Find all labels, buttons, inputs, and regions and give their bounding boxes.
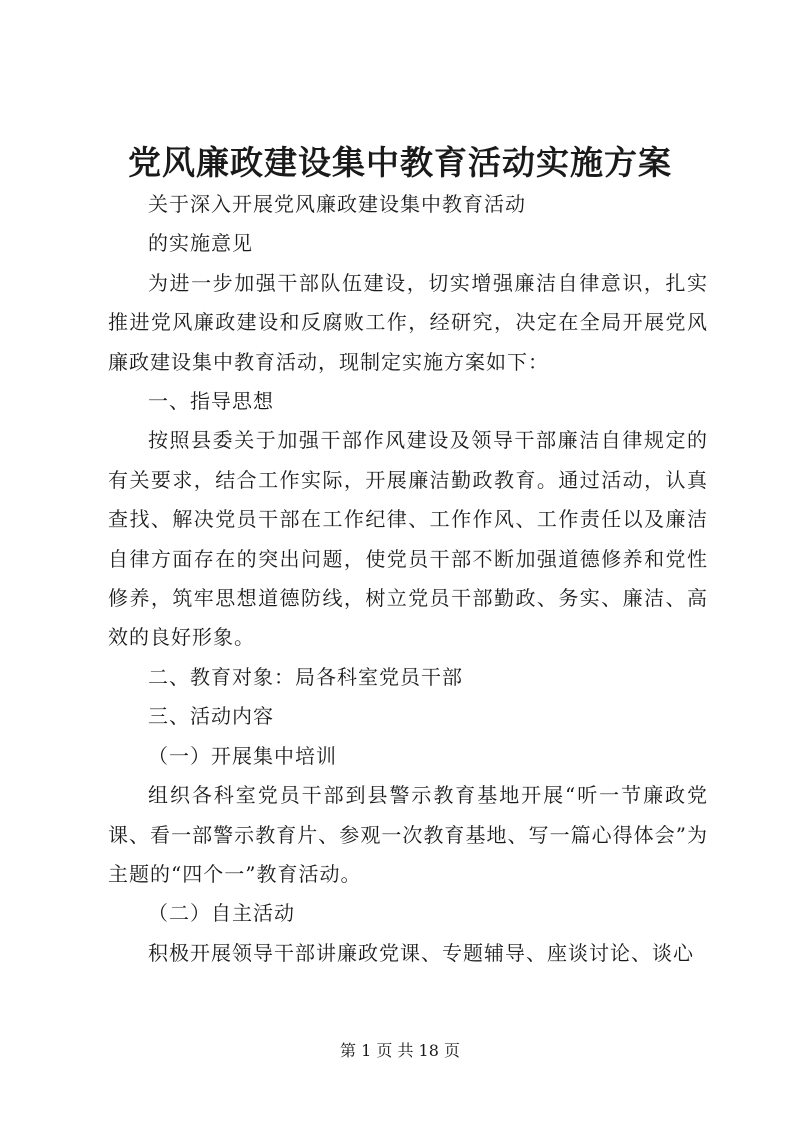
- document-title: 党风廉政建设集中教育活动实施方案: [128, 143, 672, 182]
- page-number-footer: 第 1 页 共 18 页: [340, 1041, 460, 1060]
- subsection-heading-training: （一）开展集中培训: [148, 743, 337, 768]
- paragraph-subtitle-line-2: 的实施意见: [148, 231, 253, 256]
- document-body: [108, 185, 708, 973]
- section-heading-activity-content: 三、活动内容: [148, 704, 274, 729]
- section-heading-guiding-thought: 一、指导思想: [148, 389, 274, 414]
- paragraph-self-activity: 积极开展领导干部讲廉政党课、专题辅导、座谈讨论、谈心: [148, 940, 694, 965]
- subsection-heading-self-activity: （二）自主活动: [148, 901, 295, 926]
- paragraph-subtitle-line-1: 关于深入开展党风廉政建设集中教育活动: [148, 192, 526, 216]
- paragraph-intro: 为进一步加强干部队伍建设，切实增强廉洁自律意识，扎实推进党风廉政建设和反腐败工作，经研究，决定在全局开展党风廉政建设集中教育活动，现制定实施方案如下：: [108, 270, 708, 374]
- paragraph-guiding-thought: 按照县委关于加强干部作风建设及领导干部廉洁自律规定的有关要求，结合工作实际，开展廉洁勤政教育。通过活动，认真查找、解决党员干部在工作纪律、工作作风、工作责任以及廉洁自律方面存在的突出问题，使党员干部不断加强道德修养和党性修养，筑牢思想道德防线，树立党员干部勤政、务实、廉洁、高效的良好形象。: [108, 428, 708, 650]
- section-heading-education-target: 二、教育对象：局各科室党员干部: [148, 664, 463, 689]
- paragraph-training: 组织各科室党员干部到县警示教育基地开展“听一节廉政党课、看一部警示教育片、参观一次教育基地、写一篇心得体会”为主题的“四个一”教育活动。: [108, 783, 708, 886]
